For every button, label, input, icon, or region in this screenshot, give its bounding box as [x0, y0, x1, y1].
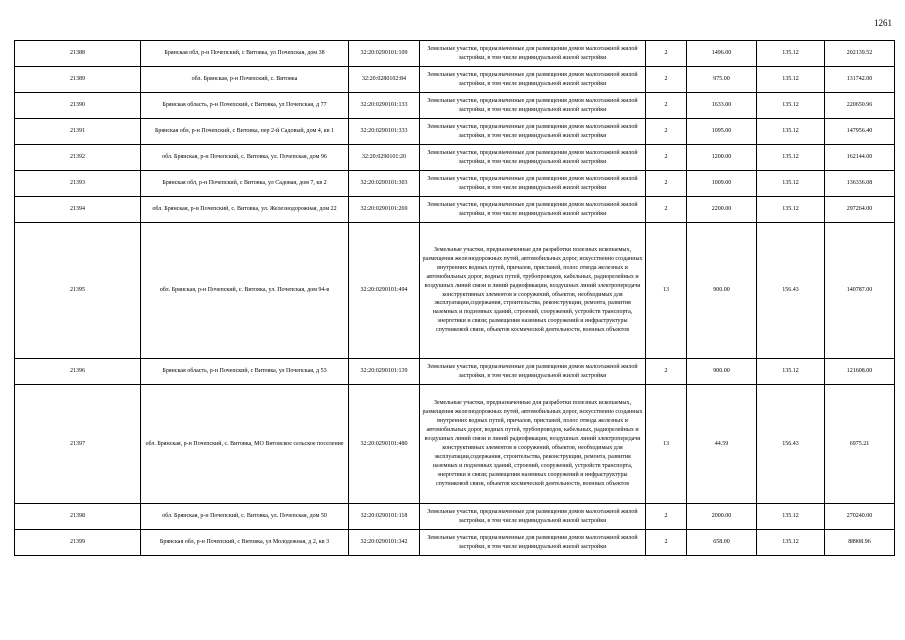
table-body: [15, 41, 895, 556]
area-value: 900.00: [687, 359, 757, 385]
record-number: 21391: [15, 119, 141, 145]
use-group-code: 2: [646, 359, 687, 385]
address-cell: Брянская область, р-н Почепский, с Витовка, ул Почепская, д 53: [141, 359, 349, 385]
specific-value: 135.12: [757, 504, 825, 530]
cadastral-number: 32:20:0290101:118: [349, 504, 420, 530]
address-cell: обл. Брянская, р-н Почепский, с. Витовка: [141, 67, 349, 93]
area-value: 2200.00: [687, 197, 757, 223]
cadastral-number: 32:20:0290101:109: [349, 41, 420, 67]
specific-value: 135.12: [757, 145, 825, 171]
use-group-code: 13: [646, 385, 687, 504]
table-row: [15, 359, 895, 385]
use-group-code: 2: [646, 67, 687, 93]
cadastral-value: 121608.00: [825, 359, 895, 385]
land-use-description: Земельные участки, предназначенные для размещения домов малоэтажной жилой застройки, в том числе индивидуальной жилой застройки: [420, 197, 646, 223]
cadastral-value: 88908.96: [825, 530, 895, 556]
area-value: 900.00: [687, 223, 757, 359]
specific-value: 135.12: [757, 41, 825, 67]
use-group-code: 2: [646, 41, 687, 67]
table-row: [15, 530, 895, 556]
table-row: [15, 223, 895, 359]
address-cell: Брянская обл, р-н Почепский, с Витовка, пер 2-й Садовый, дом 4, кв 1: [141, 119, 349, 145]
table-row: [15, 93, 895, 119]
cadastral-number: 32:20:0290101:20: [349, 145, 420, 171]
record-number: 21395: [15, 223, 141, 359]
page-number: 1261: [874, 18, 892, 28]
cadastral-value: 140787.00: [825, 223, 895, 359]
use-group-code: 2: [646, 119, 687, 145]
record-number: 21388: [15, 41, 141, 67]
table-row: [15, 385, 895, 504]
cadastral-value: 220650.96: [825, 93, 895, 119]
record-number: 21399: [15, 530, 141, 556]
table-row: [15, 41, 895, 67]
address-cell: обл. Брянская, р-н Почепский, с. Витовка, МО Витовское сельское поселение: [141, 385, 349, 504]
area-value: 1200.00: [687, 145, 757, 171]
address-cell: обл. Брянская, р-н Почепский, с. Витовка, ул. Почепская, дом 96: [141, 145, 349, 171]
land-use-description: Земельные участки, предназначенные для размещения домов малоэтажной жилой застройки, в том числе индивидуальной жилой застройки: [420, 530, 646, 556]
table-row: [15, 67, 895, 93]
cadastral-number: 32:20:0290101:139: [349, 359, 420, 385]
land-use-description: Земельные участки, предназначенные для размещения домов малоэтажной жилой застройки, в том числе индивидуальной жилой застройки: [420, 504, 646, 530]
cadastral-number: 32:20:0290101:133: [349, 93, 420, 119]
cadastral-number: 32:20:0290101:303: [349, 171, 420, 197]
address-cell: обл. Брянская, р-н Почепский, с. Витовка, ул. Почепская, дом 94-в: [141, 223, 349, 359]
table-row: [15, 145, 895, 171]
cadastral-value: 162144.00: [825, 145, 895, 171]
cadastral-number: 32:20:0280102:84: [349, 67, 420, 93]
record-number: 21392: [15, 145, 141, 171]
area-value: 658.00: [687, 530, 757, 556]
cadastral-number: 32:20:0290101:342: [349, 530, 420, 556]
land-registry-table: [14, 40, 895, 556]
land-use-description: Земельные участки, предназначенные для размещения домов малоэтажной жилой застройки, в том числе индивидуальной жилой застройки: [420, 171, 646, 197]
area-value: 1633.00: [687, 93, 757, 119]
land-use-description: Земельные участки, предназначенные для размещения домов малоэтажной жилой застройки, в том числе индивидуальной жилой застройки: [420, 359, 646, 385]
use-group-code: 2: [646, 93, 687, 119]
area-value: 44.59: [687, 385, 757, 504]
cadastral-value: 202139.52: [825, 41, 895, 67]
area-value: 1009.00: [687, 171, 757, 197]
cadastral-value: 131742.00: [825, 67, 895, 93]
address-cell: Брянская область, р-н Почепский, с Витовка, ул Почепская, д 77: [141, 93, 349, 119]
cadastral-number: 32:20:0290101:269: [349, 197, 420, 223]
cadastral-number: 32:20:0290101:480: [349, 385, 420, 504]
table-row: [15, 197, 895, 223]
cadastral-value: 136336.08: [825, 171, 895, 197]
area-value: 1496.00: [687, 41, 757, 67]
record-number: 21396: [15, 359, 141, 385]
use-group-code: 13: [646, 223, 687, 359]
land-use-description: Земельные участки, предназначенные для разработки полезных ископаемых, размещения железнодорожных путей, автомобильных дорог, искусственно созданных внутренних водных путей, причалов, пристаней, полос отвода железных и автомобильных дорог, водных путей, трубопроводов, кабельных, радиорелейных и воздушных линий связи и линий радиофикации, воздушных линий электропередачи конструктивных элементов и сооружений, объектов, необходимых для эксплуатации,содержания, строительства, реконструкции, ремонта, развития наземных и подземных зданий, строений, сооружений, устройств транспорта, энергетики и связи; размещения наземных сооружений и инфраструктуры спутниковой связи, объектов космической деятельности, военных объектов: [420, 385, 646, 504]
land-use-description: Земельные участки, предназначенные для размещения домов малоэтажной жилой застройки, в том числе индивидуальной жилой застройки: [420, 145, 646, 171]
use-group-code: 2: [646, 197, 687, 223]
cadastral-value: 297264.00: [825, 197, 895, 223]
specific-value: 156.43: [757, 385, 825, 504]
cadastral-number: 32:20:0290101:333: [349, 119, 420, 145]
use-group-code: 2: [646, 145, 687, 171]
specific-value: 135.12: [757, 197, 825, 223]
specific-value: 135.12: [757, 67, 825, 93]
address-cell: Брянская обл, р-н Почепский, с Витовка, ул Садовая, дом 7, кв 2: [141, 171, 349, 197]
use-group-code: 2: [646, 504, 687, 530]
table-row: [15, 171, 895, 197]
address-cell: Брянская обл, р-н Почепский, с Витовка, ул Почепская, дом 38: [141, 41, 349, 67]
specific-value: 135.12: [757, 359, 825, 385]
address-cell: обл. Брянская, р-н Почепский, с. Витовка, ул. Железнодорожная, дом 22: [141, 197, 349, 223]
land-use-description: Земельные участки, предназначенные для разработки полезных ископаемых, размещения железнодорожных путей, автомобильных дорог, искусственно созданных внутренних водных путей, причалов, пристаней, полос отвода железных и автомобильных дорог, водных путей, трубопроводов, кабельных, радиорелейных и воздушных линий связи и линий радиофикации, воздушных линий электропередачи конструктивных элементов и сооружений, объектов, необходимых для эксплуатации,содержания, строительства, реконструкции, ремонта, развития наземных и подземных зданий, строений, сооружений, устройств транспорта, энергетики и связи; размещения наземных сооружений и инфраструктуры спутниковой связи, объектов космической деятельности, военных объектов: [420, 223, 646, 359]
address-cell: обл. Брянская, р-н Почепский, с. Витовка, ул. Почепская, дом 50: [141, 504, 349, 530]
address-cell: Брянская обл, р-н Почепский, с Витовка, ул Молодежная, д 2, кв 3: [141, 530, 349, 556]
record-number: 21393: [15, 171, 141, 197]
record-number: 21389: [15, 67, 141, 93]
specific-value: 156.43: [757, 223, 825, 359]
specific-value: 135.12: [757, 93, 825, 119]
cadastral-value: 6975.21: [825, 385, 895, 504]
land-use-description: Земельные участки, предназначенные для размещения домов малоэтажной жилой застройки, в том числе индивидуальной жилой застройки: [420, 41, 646, 67]
cadastral-number: 32:20:0290101:494: [349, 223, 420, 359]
land-use-description: Земельные участки, предназначенные для размещения домов малоэтажной жилой застройки, в том числе индивидуальной жилой застройки: [420, 119, 646, 145]
cadastral-value: 147956.40: [825, 119, 895, 145]
area-value: 1095.00: [687, 119, 757, 145]
table-row: [15, 504, 895, 530]
table-row: [15, 119, 895, 145]
land-use-description: Земельные участки, предназначенные для размещения домов малоэтажной жилой застройки, в том числе индивидуальной жилой застройки: [420, 67, 646, 93]
land-use-description: Земельные участки, предназначенные для размещения домов малоэтажной жилой застройки, в том числе индивидуальной жилой застройки: [420, 93, 646, 119]
record-number: 21390: [15, 93, 141, 119]
use-group-code: 2: [646, 530, 687, 556]
record-number: 21394: [15, 197, 141, 223]
record-number: 21397: [15, 385, 141, 504]
cadastral-value: 270240.00: [825, 504, 895, 530]
specific-value: 135.12: [757, 171, 825, 197]
specific-value: 135.12: [757, 119, 825, 145]
area-value: 2000.00: [687, 504, 757, 530]
use-group-code: 2: [646, 171, 687, 197]
record-number: 21398: [15, 504, 141, 530]
area-value: 975.00: [687, 67, 757, 93]
specific-value: 135.12: [757, 530, 825, 556]
